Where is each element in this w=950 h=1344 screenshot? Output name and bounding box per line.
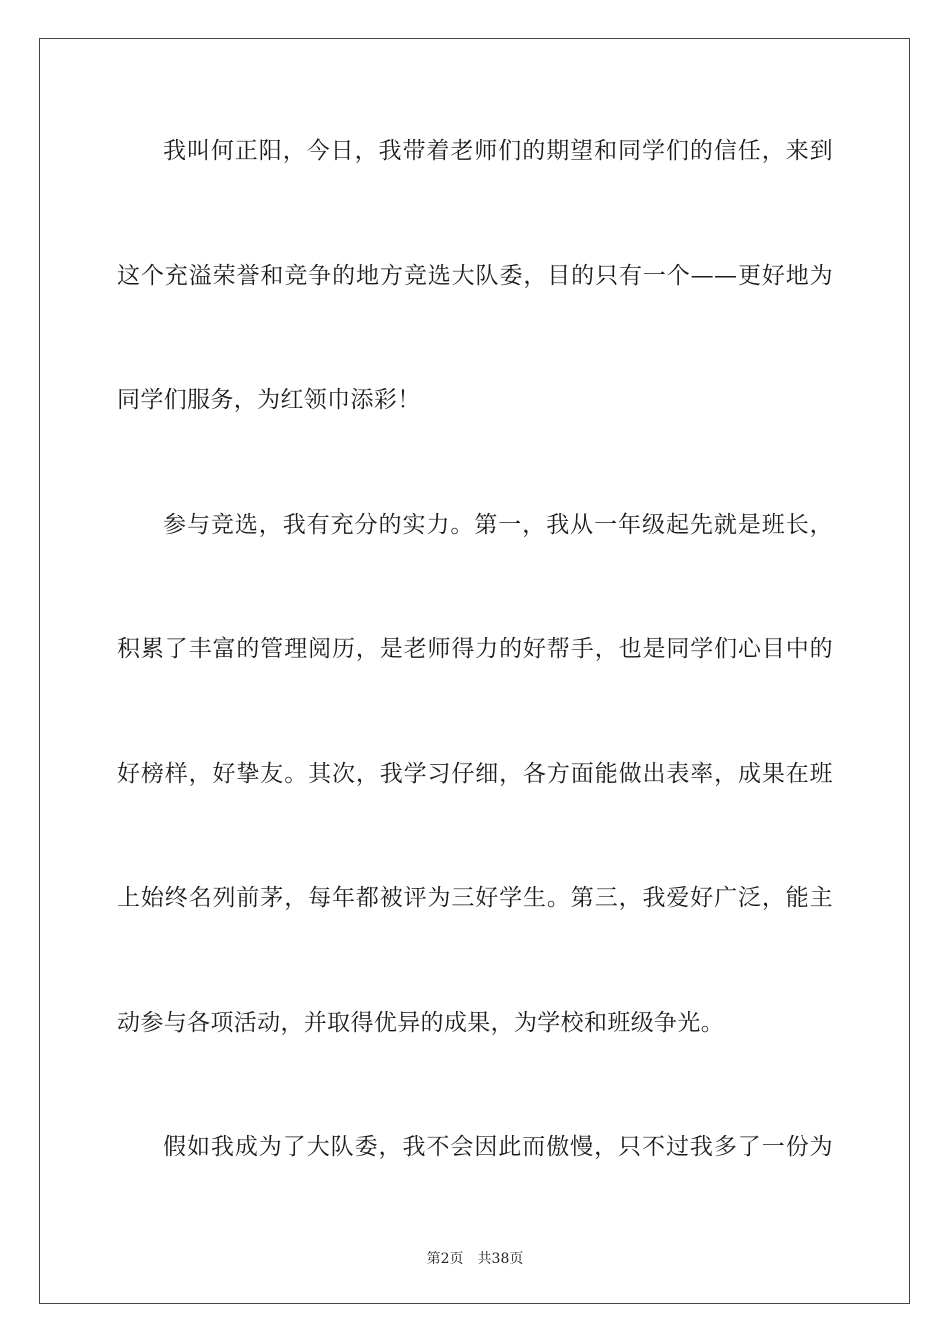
paragraph-2-line-4: 上始终名列前茅，每年都被评为三好学生。第三，我爱好广泛，能主	[117, 885, 833, 911]
paragraph-2-line-5: 动参与各项活动，并取得优异的成果，为学校和班级争光。	[117, 1010, 725, 1036]
page-border	[39, 38, 910, 1304]
paragraph-1-line-1: 我叫何正阳，今日，我带着老师们的期望和同学们的信任，来到	[163, 138, 833, 164]
paragraph-2-line-3: 好榜样，好挚友。其次，我学习仔细，各方面能做出表率，成果在班	[117, 761, 833, 787]
page-footer	[0, 1248, 950, 1268]
paragraph-1-line-3: 同学们服务，为红领巾添彩！	[117, 387, 421, 413]
paragraph-1-line-2: 这个充溢荣誉和竞争的地方竞选大队委，目的只有一个——更好地为	[117, 263, 833, 289]
paragraph-3-line-1: 假如我成为了大队委，我不会因此而傲慢，只不过我多了一份为	[163, 1134, 833, 1160]
paragraph-2-line-2: 积累了丰富的管理阅历，是老师得力的好帮手，也是同学们心目中的	[117, 636, 833, 662]
paragraph-2-line-1: 参与竞选，我有充分的实力。第一，我从一年级起先就是班长，	[163, 512, 833, 538]
page-total: 共38页	[477, 1251, 524, 1267]
page-number: 第2页	[426, 1251, 464, 1267]
